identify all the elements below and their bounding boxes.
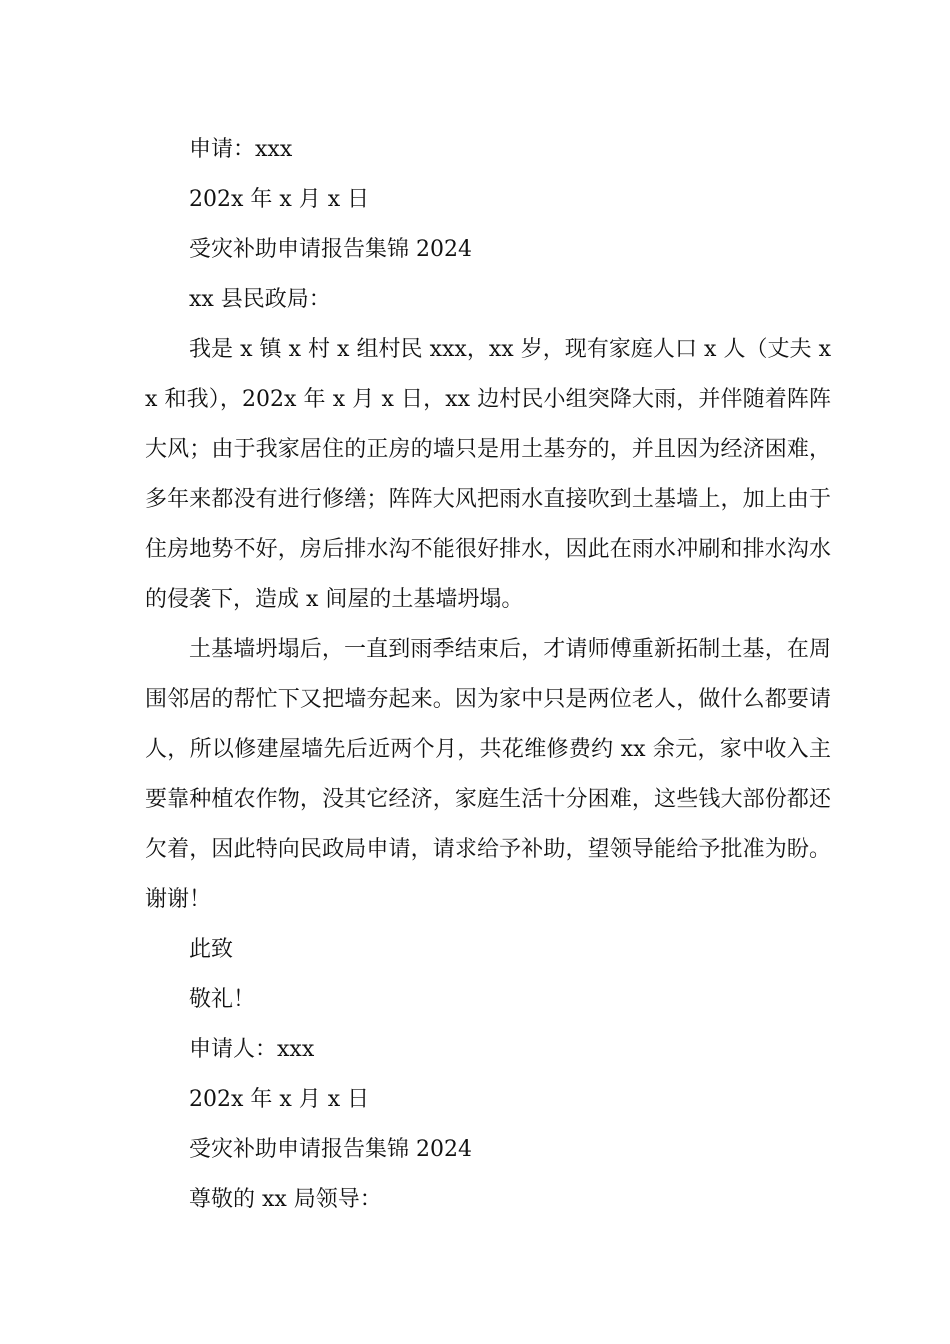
letter-salutation: 尊敬的 xx 局领导： <box>189 1187 382 1212</box>
application-date: 202x 年 x 月 x 日 <box>189 1087 370 1112</box>
application-date: 202x 年 x 月 x 日 <box>189 187 370 212</box>
applicant-signature: 申请：xxx <box>189 137 293 162</box>
closing-salute: 敬礼！ <box>189 987 256 1012</box>
body-paragraph: 土基墙坍塌后，一直到雨季结束后，才请师傅重新拓制土基，在周围邻居的帮忙下又把墙夯起来。因为家中只是两位老人，做什么都要请人，所以修建屋墙先后近两个月，共花维修费约 xx 余元，家中收入主要靠种植农作物，没其它经济，家庭生活十分困难，这些钱大部份都还欠着，因此特向民政局申请，请求给予补助，望领导能给予批准为盼。谢谢！ <box>145 637 831 912</box>
closing-phrase: 此致 <box>189 937 234 962</box>
document-title: 受灾补助申请报告集锦 2024 <box>189 237 472 262</box>
document-body <box>145 125 831 1225</box>
body-paragraph: 我是 x 镇 x 村 x 组村民 xxx，xx 岁，现有家庭人口 x 人（丈夫 xx 和我），202x 年 x 月 x 日，xx 边村民小组突降大雨，并伴随着阵阵大风；由于我家居住的正房的墙只是用土基夯的，并且因为经济困难，多年来都没有进行修缮；阵阵大风把雨水直接吹到土基墙上，加上由于住房地势不好，房后排水沟不能很好排水，因此在雨水冲刷和排水沟水的侵袭下，造成 x 间屋的土基墙坍塌。 <box>145 337 831 612</box>
document-title: 受灾补助申请报告集锦 2024 <box>189 1137 472 1162</box>
applicant-signature: 申请人：xxx <box>189 1037 315 1062</box>
letter-salutation: xx 县民政局： <box>189 287 331 312</box>
